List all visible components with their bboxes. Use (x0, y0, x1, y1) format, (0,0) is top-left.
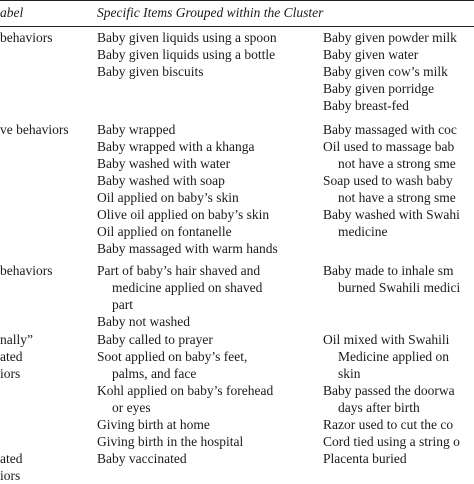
item-line: Baby washed with Swahi (323, 207, 460, 222)
column-header-items: Specific Items Grouped within the Cluster (97, 5, 324, 20)
item-line: Baby washed with water (97, 156, 231, 171)
column-header-label: abel (0, 5, 24, 20)
item-line: Oil applied on baby’s skin (97, 190, 239, 205)
cluster-label-line: ated (0, 349, 23, 364)
cluster-label-line: iors (0, 366, 21, 381)
item-line: Razor used to cut the co (323, 417, 454, 432)
item-line: not have a strong sme (338, 190, 456, 205)
cluster-label-line: nally” (0, 332, 33, 347)
item-line: Baby given powder milk (323, 30, 457, 45)
item-line: Baby called to prayer (97, 332, 213, 347)
item-line: Soap used to wash baby (323, 173, 453, 188)
item-line: Baby given liquids using a spoon (97, 30, 277, 45)
item-line: medicine applied on shaved (112, 280, 263, 295)
item-line: Placenta buried (323, 451, 407, 466)
item-line: Baby breast-fed (323, 98, 409, 113)
item-line: Baby given porridge (323, 81, 434, 96)
cluster-label-line: behaviors (0, 263, 53, 278)
item-line: not have a strong sme (338, 156, 456, 171)
item-line: Kohl applied on baby’s forehead (97, 383, 274, 398)
item-line: Soot applied on baby’s feet, (97, 349, 248, 364)
cluster-label-line: ve behaviors (0, 122, 69, 137)
item-line: skin (338, 366, 361, 381)
item-line: Baby not washed (97, 314, 190, 329)
item-line: Baby wrapped (97, 122, 176, 137)
item-line: palms, and face (112, 366, 197, 381)
item-line: Giving birth at home (97, 417, 210, 432)
item-line: Oil applied on fontanelle (97, 224, 232, 239)
item-line: Medicine applied on (338, 349, 449, 364)
item-line: Baby given liquids using a bottle (97, 47, 276, 62)
item-line: Baby passed the doorwa (323, 383, 455, 398)
item-line: Baby massaged with warm hands (97, 241, 278, 256)
item-line: Oil used to massage bab (323, 139, 455, 154)
item-line: Baby massaged with coc (323, 122, 457, 137)
item-line: Giving birth in the hospital (97, 434, 244, 449)
item-line: Baby given cow’s milk (323, 64, 448, 79)
item-line: Cord tied using a string o (323, 434, 460, 449)
top-rule (0, 0, 474, 1)
item-line: Olive oil applied on baby’s skin (97, 207, 270, 222)
cluster-label-line: ated (0, 451, 23, 466)
item-line: Baby made to inhale sm (323, 263, 454, 278)
item-line: Baby wrapped with a khanga (97, 139, 255, 154)
item-line: Oil mixed with Swahili (323, 332, 450, 347)
item-line: part (112, 297, 133, 312)
cluster-label-line: behaviors (0, 30, 53, 45)
item-line: Baby washed with soap (97, 173, 225, 188)
item-line: burned Swahili medici (338, 280, 461, 295)
item-line: Baby vaccinated (97, 451, 187, 466)
item-line: medicine (338, 224, 388, 239)
item-line: days after birth (338, 400, 420, 415)
cluster-label-line: iors (0, 468, 21, 483)
item-line: Baby given water (323, 47, 419, 62)
item-line: Baby given biscuits (97, 64, 204, 79)
item-line: Part of baby’s hair shaved and (97, 263, 261, 278)
header-rule (0, 26, 474, 27)
item-line: or eyes (112, 400, 151, 415)
